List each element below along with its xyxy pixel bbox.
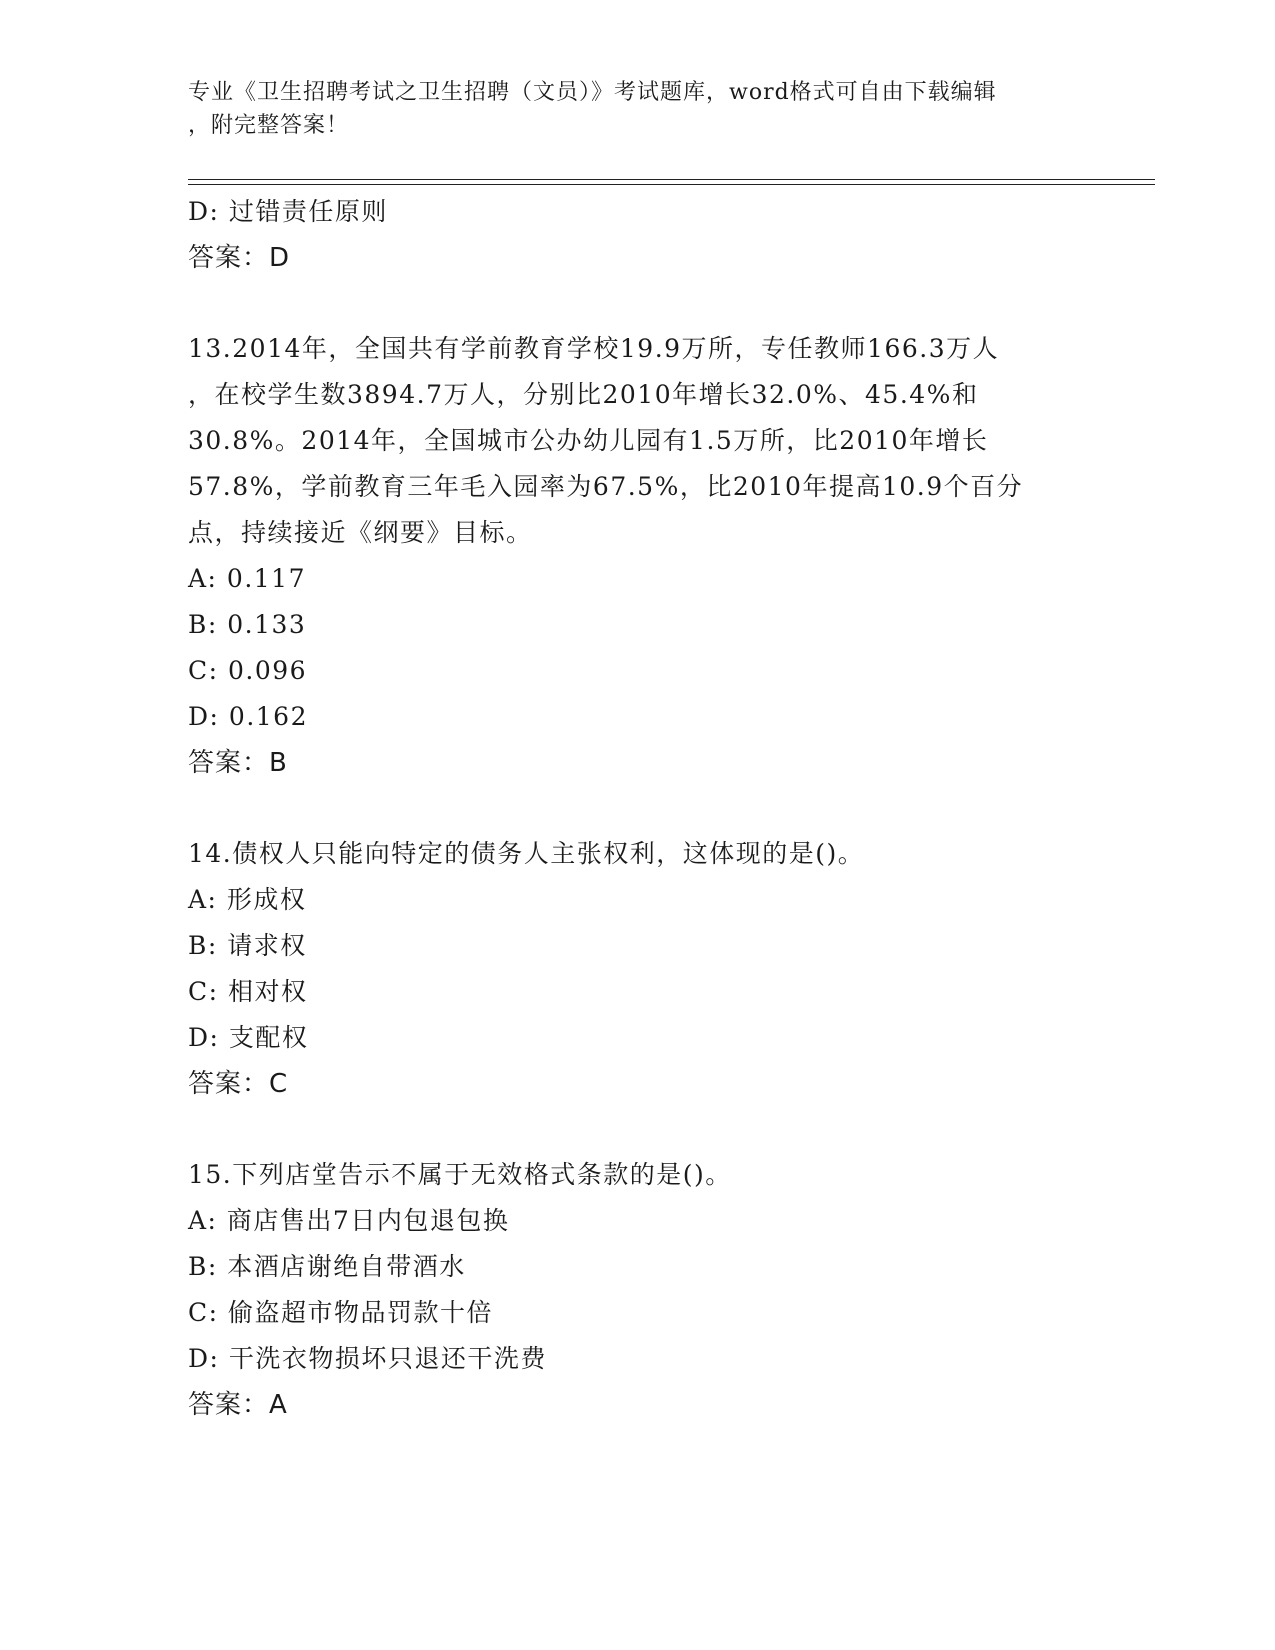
- spacer: [188, 281, 1088, 326]
- question-stem-line: 30.8%。2014年，全国城市公办幼儿园有1.5万所，比2010年增长: [188, 426, 989, 455]
- spacer: [188, 786, 1088, 831]
- document-body: [188, 189, 1088, 1428]
- document-header: [188, 76, 1088, 142]
- option-c: C: 偷盗超市物品罚款十倍: [188, 1298, 493, 1327]
- question-13: [188, 326, 1088, 786]
- option-d: D: 过错责任原则: [188, 197, 388, 226]
- option-b: B: 请求权: [188, 931, 307, 960]
- option-b: B: 本酒店谢绝自带酒水: [188, 1252, 466, 1281]
- question-14: [188, 831, 1088, 1107]
- option-b: B: 0.133: [188, 610, 307, 639]
- header-line-1: 专业《卫生招聘考试之卫生招聘（文员）》考试题库，word格式可自由下载编辑: [188, 80, 997, 105]
- header-line-2: ，附完整答案！: [188, 113, 350, 138]
- option-d: D: 支配权: [188, 1023, 309, 1052]
- option-c: C: 0.096: [188, 656, 308, 685]
- option-a: A: 形成权: [188, 885, 307, 914]
- header-rule-bottom: [188, 184, 1155, 185]
- question-stem-line: 13.2014年，全国共有学前教育学校19.9万所，专任教师166.3万人: [188, 334, 1000, 363]
- option-c: C: 相对权: [188, 977, 308, 1006]
- answer-line: 答案：B: [188, 748, 288, 778]
- answer-line: 答案：D: [188, 243, 291, 273]
- answer-line: 答案：A: [188, 1390, 288, 1420]
- question-stem-line: 点，持续接近《纲要》目标。: [188, 518, 533, 547]
- question-15: [188, 1152, 1088, 1428]
- option-a: A: 0.117: [188, 564, 306, 593]
- spacer: [188, 1107, 1088, 1152]
- question-stem: 14.债权人只能向特定的债务人主张权利，这体现的是()。: [188, 839, 865, 868]
- option-d: D: 干洗衣物损坏只退还干洗费: [188, 1344, 547, 1373]
- question-stem-line: ，在校学生数3894.7万人，分别比2010年增长32.0%、45.4%和: [188, 380, 979, 409]
- answer-line: 答案：C: [188, 1069, 289, 1099]
- question-stem: 15.下列店堂告示不属于无效格式条款的是()。: [188, 1160, 732, 1189]
- option-d: D: 0.162: [188, 702, 308, 731]
- header-rule-top: [188, 179, 1155, 180]
- option-a: A: 商店售出7日内包退包换: [188, 1206, 510, 1235]
- question-stem-line: 57.8%，学前教育三年毛入园率为67.5%，比2010年提高10.9个百分: [188, 472, 1024, 501]
- prev-question: [188, 189, 1088, 281]
